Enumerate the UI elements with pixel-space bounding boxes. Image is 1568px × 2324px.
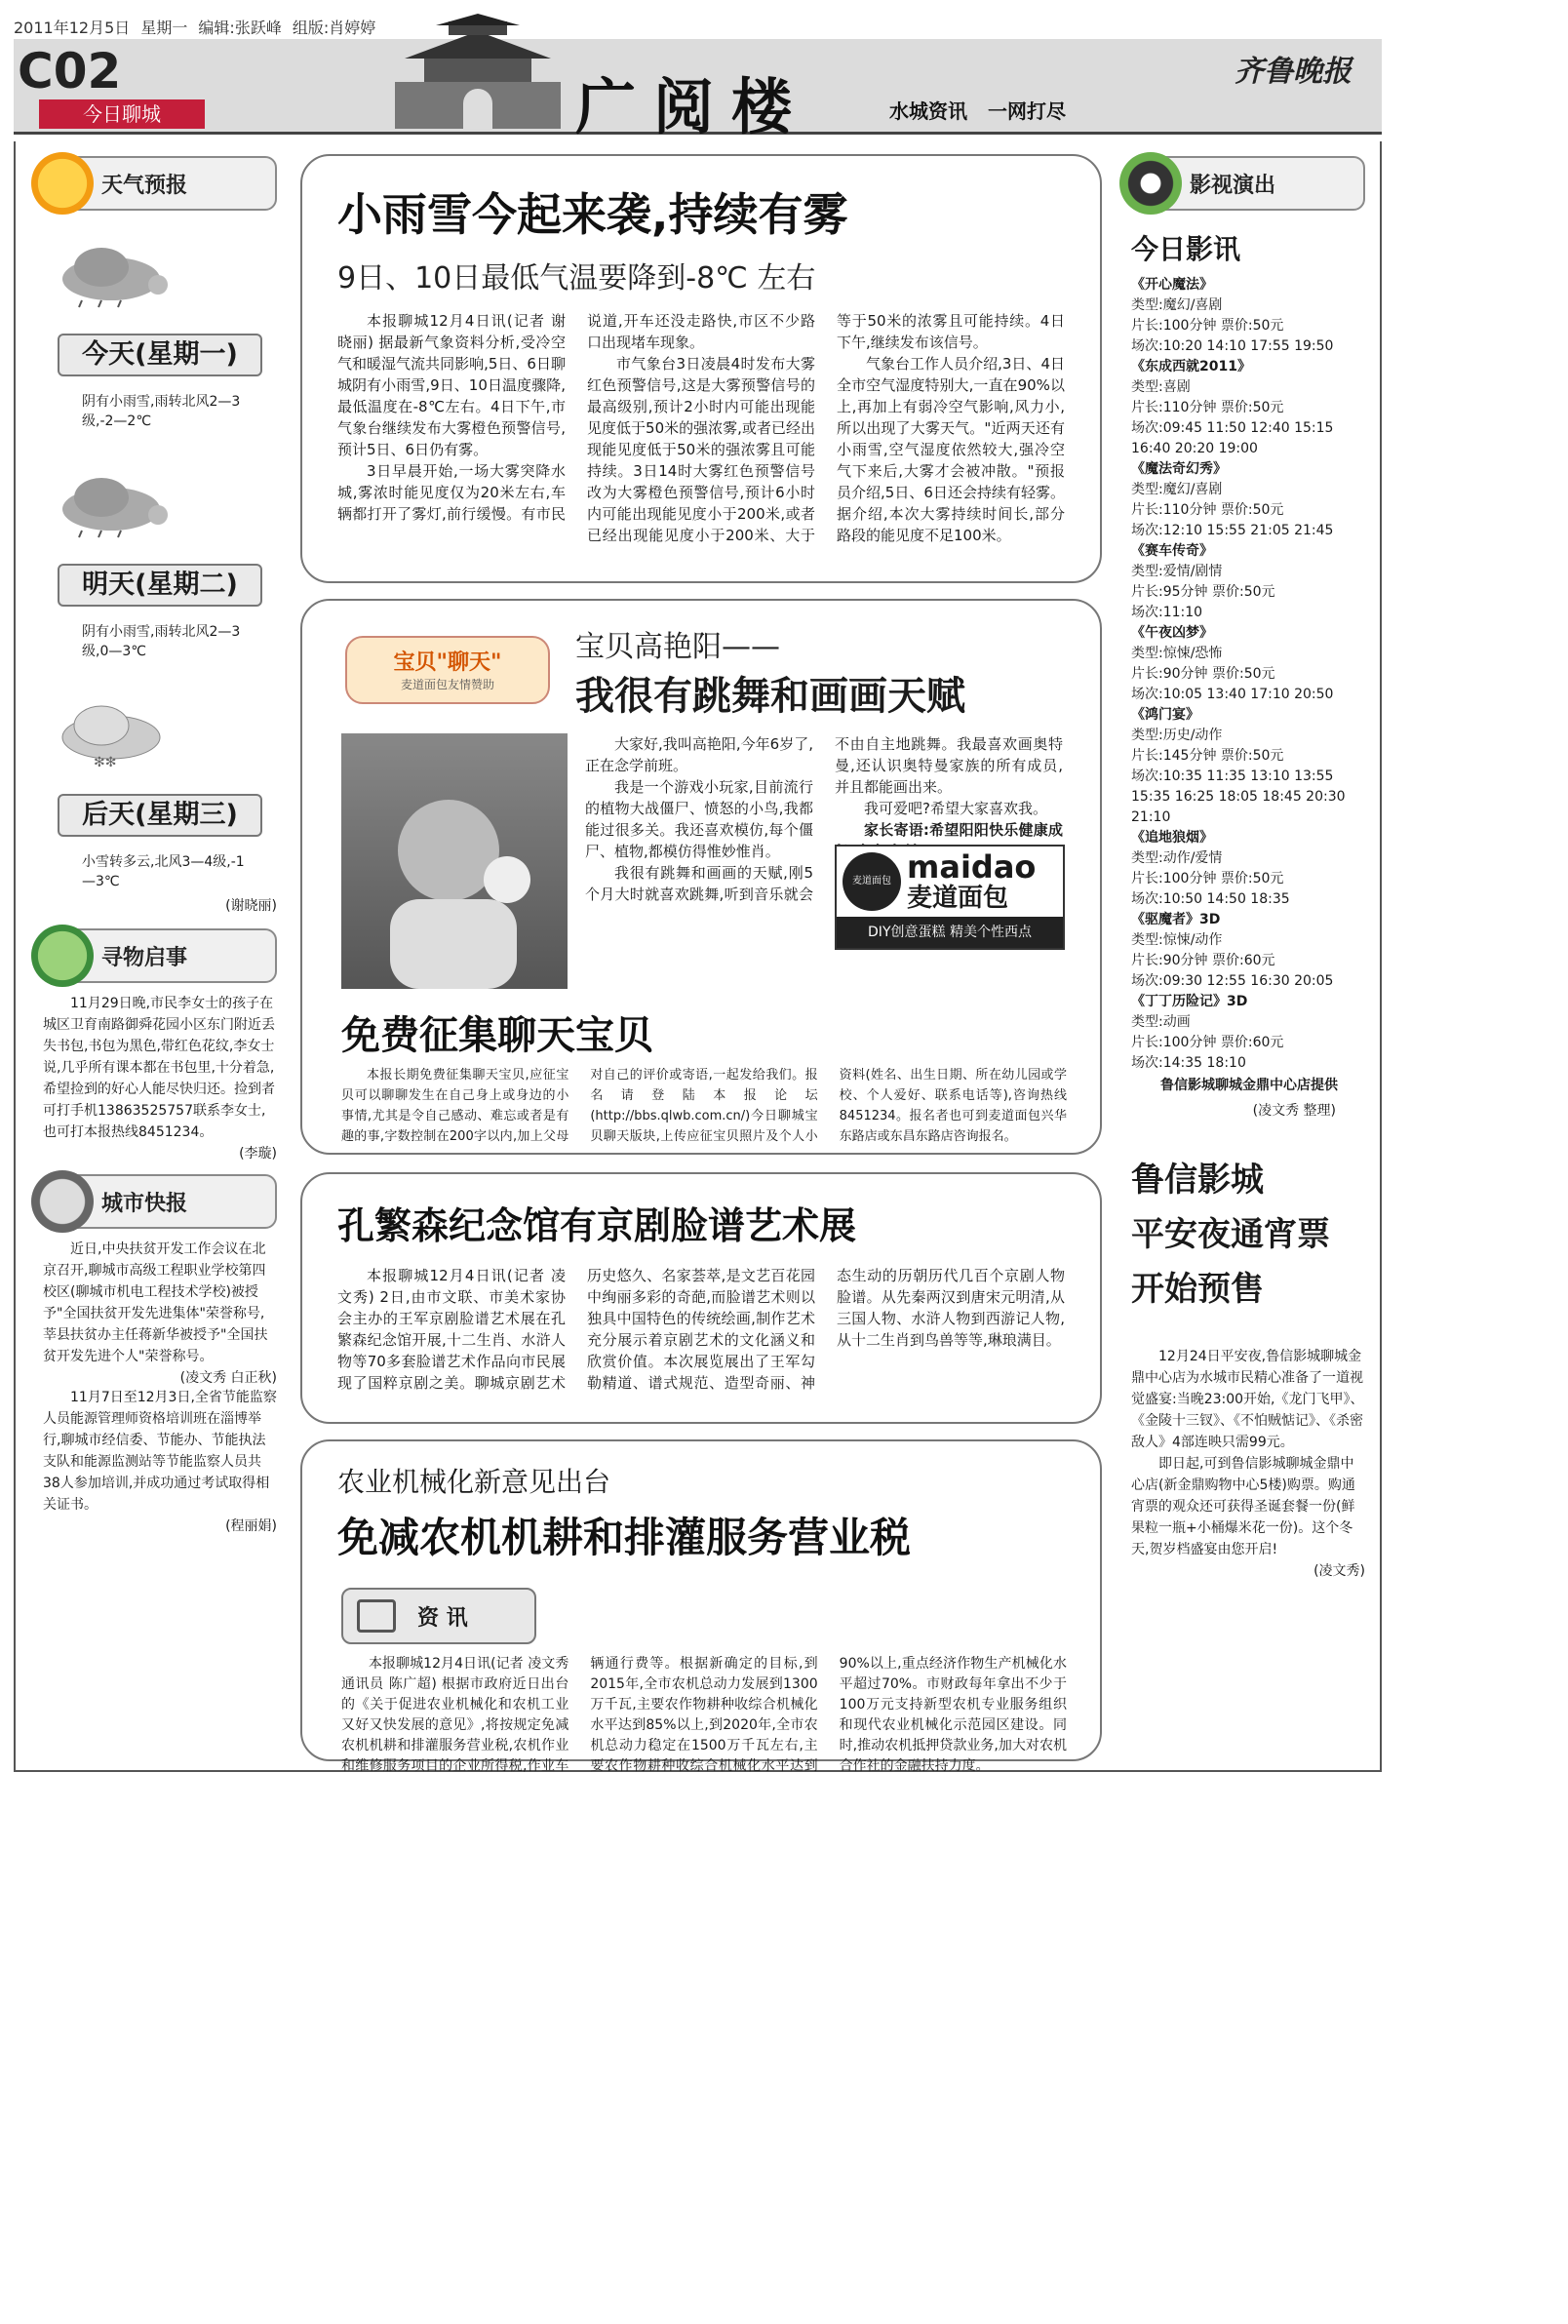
film-type: 类型:惊悚/动作	[1131, 932, 1223, 948]
cloud-rain-snow-icon	[43, 470, 189, 538]
day-label: 明天(星期二)	[58, 564, 262, 607]
article-body: 本报聊城12月4日讯(记者 凌文秀 通讯员 陈广超) 根据市政府近日出台的《关于促进农业机械化和农机工业又好又快发展的意见》,将按规定免减农机机耕和排灌服务营业税,农机作业和维修服务项目的企业所得税,作业车辆通行费等。根据新确定的目标,到2015年,全市农机总动力发展到1300万千瓦,主要农作物耕种收综合机械化水平达到85%以上,到2020年,全市农机总动力稳定在1500万千瓦左右,主要农作物耕种收综合机械化水平达到90%以上,重点经济作物生产机械化水平超过70%。市财政每年拿出不少于100万元支持新型农机专业服务组织和现代农业机械化示范园区建设。同时,推动农机抵押贷款业务,加大对农机合作社的金融扶持力度。	[341, 1656, 1067, 1774]
film-provider: 鲁信影城聊城金鼎中心店提供	[1160, 1078, 1338, 1093]
film-item	[1131, 705, 1365, 828]
headline: 小雨雪今起来袭,持续有雾	[337, 188, 848, 241]
headline: 免减农机机耕和排灌服务营业税	[337, 1514, 912, 1561]
info-badge: 资 讯	[341, 1588, 536, 1644]
film-name: 《鸿门宴》	[1131, 707, 1199, 723]
globe-icon	[31, 1170, 94, 1233]
film-type: 类型:动作/爱情	[1131, 850, 1223, 866]
film-name: 《魔法奇幻秀》	[1131, 461, 1227, 477]
article-farm-machinery	[300, 1439, 1102, 1774]
film-name: 《开心魔法》	[1131, 277, 1213, 293]
film-len: 片长:110分钟 票价:50元	[1131, 400, 1284, 415]
computer-icon	[357, 1599, 396, 1633]
film-type: 类型:惊悚/恐怖	[1131, 646, 1223, 661]
page-code: C02	[18, 43, 122, 99]
newspaper-logo: 齐鲁晚报	[1235, 55, 1352, 89]
film-times: 场次:09:45 11:50 12:40 15:15 16:40 20:20 19:00	[1131, 420, 1334, 456]
film-type: 类型:历史/动作	[1131, 728, 1223, 743]
day-label: 今天(星期一)	[58, 334, 262, 376]
film-name: 《东成西就2011》	[1131, 359, 1251, 374]
film-item	[1131, 910, 1365, 992]
film-type: 类型:爱情/剧情	[1131, 564, 1223, 579]
section-tag: 今日聊城	[39, 99, 205, 129]
film-reel-icon	[1119, 152, 1182, 215]
promo-text: 12月24日平安夜,鲁信影城聊城金鼎中心店为水城市民精心准备了一道视觉盛宴:当晚23:00开始,《龙门飞甲》、《金陵十三钗》、《不怕贼惦记》、《杀密敌人》4部连映只需99元。	[1131, 1349, 1364, 1450]
right-column	[1131, 156, 1365, 1580]
kicker: 宝贝高艳阳——	[575, 630, 780, 664]
cloud-snow-icon	[43, 700, 189, 768]
weather-day-after	[43, 700, 277, 891]
baby-chat-badge: 宝贝"聊天" 麦道面包友情赞助	[345, 636, 550, 704]
svg-text:✻✻: ✻✻	[94, 755, 117, 768]
day-label: 后天(星期三)	[58, 794, 262, 837]
call-body: 本报长期免费征集聊天宝贝,应征宝贝可以聊聊发生在自己身上或身边的小事情,尤其是令自己感动、难忘或者是有趣的事,字数控制在200字以内,加上父母对自己的评价或寄语,一起发给我们。报名请登陆本报论坛(http://bbs.qlwb.com.cn/)今日聊城宝贝聊天版块,上传应征宝贝照片及个人小资料(姓名、出生日期、所在幼儿园或学校、个人爱好、联系电话等),咨询热线8451234。报名者也可到麦道面包兴华东路店或东昌东路店咨询报名。	[341, 1068, 1067, 1144]
article-baby-chat	[300, 599, 1102, 1155]
article-opera-exhibit	[300, 1172, 1102, 1424]
film-list	[1131, 275, 1365, 1074]
promo-headline: 鲁信影城 平安夜通宵票 开始预售	[1131, 1161, 1330, 1309]
weather-text: 小雪转多云,北风3—4级,-1—3℃	[82, 854, 245, 889]
film-type: 类型:魔幻/喜剧	[1131, 297, 1223, 313]
film-name: 《追地狼烟》	[1131, 830, 1213, 846]
film-type: 类型:魔幻/喜剧	[1131, 482, 1223, 497]
article-weather	[300, 154, 1102, 583]
film-len: 片长:145分钟 票价:50元	[1131, 748, 1284, 764]
cloud-rain-snow-icon	[43, 240, 189, 308]
film-name: 《赛车传奇》	[1131, 543, 1213, 559]
film-len: 片长:110分钟 票价:50元	[1131, 502, 1284, 518]
sun-icon	[31, 152, 94, 215]
kicker: 农业机械化新意见出台	[337, 1466, 611, 1498]
city-news-text: 近日,中央扶贫开发工作会议在北京召开,聊城市高级工程职业学校第四校区(聊城市机电工程技术学校)被授予"全国扶贫开发先进集体"荣誉称号,莘县扶贫办主任蒋新华被授予"全国扶贫开发先进个人"荣誉称号。	[43, 1241, 268, 1364]
film-len: 片长:100分钟 票价:50元	[1131, 318, 1284, 334]
weather-badge: 天气预报	[43, 156, 277, 211]
film-item	[1131, 459, 1365, 541]
film-item	[1131, 275, 1365, 357]
film-times: 场次:14:35 18:10	[1131, 1055, 1246, 1071]
film-item	[1131, 828, 1365, 910]
masthead-title: 广阅楼	[575, 71, 810, 142]
film-item	[1131, 357, 1365, 459]
weather-tomorrow	[43, 470, 277, 661]
film-type: 类型:动画	[1131, 1014, 1191, 1030]
film-times: 场次:10:05 13:40 17:10 20:50	[1131, 687, 1334, 702]
promo-text: 即日起,可到鲁信影城聊城金鼎中心店(新金鼎购物中心5楼)购票。购通宵票的观众还可获得圣诞套餐一份(鲜果粒一瓶+小桶爆米花一份)。这个冬天,贺岁档盛宴由您开启!	[1131, 1456, 1355, 1557]
city-news-text: 11月7日至12月3日,全省节能监察人员能源管理师资格培训班在淄博举行,聊城市经信委、节能办、节能执法支队和能源监测站等节能监察人员共38人参加培训,并成功通过考试取得相关证书。	[43, 1390, 277, 1513]
child-photo	[341, 733, 568, 989]
maidao-ad: 麦道面包 maidao 麦道面包 DIY创意蛋糕 精美个性西点	[835, 845, 1065, 950]
maidao-logo-icon: 麦道面包	[843, 852, 901, 911]
film-len: 片长:90分钟 票价:60元	[1131, 953, 1275, 968]
city-news-badge: 城市快报	[43, 1174, 277, 1229]
film-len: 片长:90分钟 票价:50元	[1131, 666, 1275, 682]
lost-found-credit: (李璇)	[239, 1146, 277, 1162]
film-credit: (凌文秀 整理)	[1252, 1103, 1336, 1119]
film-len: 片长:95分钟 票价:50元	[1131, 584, 1275, 600]
article-body: 本报聊城12月4日讯(记者 凌文秀) 2日,由市文联、市美术家协会主办的王军京剧脸谱艺术展在孔繁森纪念馆开展,十二生肖、水浒人物等70多套脸谱艺术作品向市民展现了国粹京剧之美。聊城京剧艺术历史悠久、名家荟萃,是文艺百花园中绚丽多彩的奇葩,而脸谱艺术则以独具中国特色的传统绘画,制作艺术充分展示着京剧艺术的文化涵义和欣赏价值。本次展览展出了王军勾勒精道、谱式规范、造型奇丽、神态生动的历朝历代几百个京剧人物脸谱。从先秦两汉到唐宋元明清,从三国人物、水浒人物到西游记人物,从十二生肖到鸟兽等等,琳琅满目。	[337, 1267, 1065, 1392]
city-news-credit: (凌文秀 白正秋)	[179, 1370, 277, 1386]
film-name: 《驱魔者》3D	[1131, 912, 1221, 927]
weather-today	[43, 240, 277, 431]
film-item	[1131, 541, 1365, 623]
headline: 我很有跳舞和画画天赋	[575, 674, 965, 719]
film-name: 《丁丁历险记》3D	[1131, 994, 1248, 1009]
film-times: 场次:10:20 14:10 17:55 19:50	[1131, 338, 1334, 354]
film-type: 类型:喜剧	[1131, 379, 1191, 395]
headline: 孔繁森纪念馆有京剧脸谱艺术展	[337, 1204, 857, 1247]
film-listing-title: 今日影讯	[1131, 233, 1241, 265]
film-item	[1131, 992, 1365, 1074]
film-times: 场次:12:10 15:55 21:05 21:45	[1131, 523, 1334, 538]
drum-tower-icon	[385, 14, 570, 129]
masthead-subtitle: 水城资讯 一网打尽	[889, 99, 1066, 123]
weather-text: 阴有小雨雪,雨转北风2—3级,0—3℃	[82, 624, 241, 659]
film-times: 场次:10:35 11:35 13:10 13:55 15:35 16:25 18:05 18:45 20:30 21:10	[1131, 768, 1346, 825]
film-len: 片长:100分钟 票价:50元	[1131, 871, 1284, 886]
weather-text: 阴有小雨雪,雨转北风2—3级,-2—2℃	[82, 394, 241, 429]
weather-credit: (谢晓丽)	[225, 898, 277, 914]
film-len: 片长:100分钟 票价:60元	[1131, 1035, 1284, 1050]
lost-found-badge: 寻物启事	[43, 928, 277, 983]
film-name: 《午夜凶梦》	[1131, 625, 1213, 641]
film-item	[1131, 623, 1365, 705]
frog-icon	[31, 925, 94, 987]
article-body: 大家好,我叫高艳阳,今年6岁了,正在念学前班。 我是一个游戏小玩家,目前流行的植物大战僵尸、愤怒的小鸟,我都能过很多关。我还喜欢模仿,每个僵尸、植物,都模仿得惟妙惟肖。 我很有跳舞和画画的天赋,刚5个月大时就喜欢跳舞,听到音乐就会不由自主地跳舞。我最喜欢画奥特曼,还认识奥特曼家族的所有成员,并且都能画出来。 我可爱吧?希望大家喜欢我。 家长寄语:希望阳阳快乐健康成	[585, 735, 1063, 903]
promo-credit: (凌文秀)	[1313, 1563, 1365, 1579]
lost-found-text: 11月29日晚,市民李女士的孩子在城区卫育南路御舜花园小区东门附近丢失书包,书包为黑色,带红色花纹,李女士说,几乎所有课本都在书包里,十分着急,希望捡到的好心人能尽快归还。捡到者可打手机13863525757联系李女士,也可打本报热线8451234。	[43, 996, 275, 1140]
page-meta: 2011年12月5日 星期一 编辑:张跃峰 组版:肖婷婷	[14, 19, 376, 37]
city-news-credit: (程丽娟)	[225, 1518, 277, 1534]
call-headline: 免费征集聊天宝贝	[341, 1013, 653, 1058]
article-body: 本报聊城12月4日讯(记者 谢晓丽) 据最新气象资料分析,受冷空气和暖湿气流共同影响,5日、6日聊城阴有小雨雪,9日、10日温度骤降,最低温度在-8℃左右。4日下午,市气象台继续发布大雾橙色预警信号,预计5日、6日仍有雾。 3日早晨开始,一场大雾突降水城,雾浓时能见度仅为20米左右,车辆都打开了雾灯,前行缓慢。有市民说道,开车还没走路快,市区不少路口出现堵车现象。 市气象台3日凌晨4时发布大雾红色预警信号,这是大雾预警信号的最高级别,预计2小时内可能出现能见度低于50米的强浓雾,或者已经出现能见度低于50米的强浓雾且可能持续。3日14时大雾红色预警信号改为大雾橙色预警信号,预计6小时内可能出现能见度小于200米,或者已经出现能见度小于200米、大于等于50米的浓雾且可能持续。4日下午,继续发布该信号。 气象台工作人员介绍,3日、4日全市空气湿度特别大,一直在90%以上,再加上有弱冷空气影响,风力小,所以出现了大雾天气。"近两天还有小雨雪,空气湿度依然较大,强冷空气下来后,大雾才会被冲散。"预报员介绍,5日、6日还会持续有轻雾。据介绍,本次大雾持续时间长,部分路段的能见度不足100米。	[337, 312, 1065, 544]
subheadline: 9日、10日最低气温要降到-8℃ 左右	[337, 261, 816, 295]
film-times: 场次:11:10	[1131, 605, 1203, 620]
film-times: 场次:10:50 14:50 18:35	[1131, 891, 1290, 907]
film-badge: 影视演出	[1131, 156, 1365, 211]
left-column	[43, 156, 277, 1535]
film-times: 场次:09:30 12:55 16:30 20:05	[1131, 973, 1334, 989]
